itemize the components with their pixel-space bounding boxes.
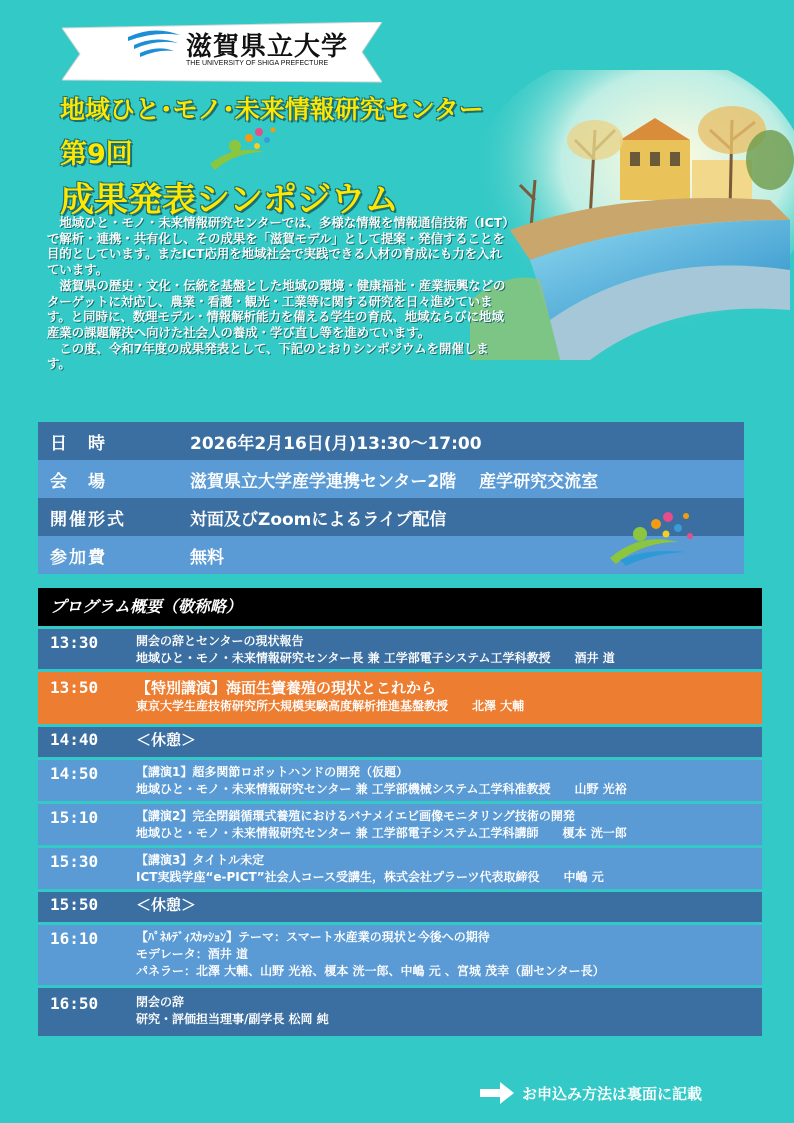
program-time: 13:30 bbox=[50, 633, 99, 652]
footer-text: お申込み方法は裏面に記載 bbox=[522, 1084, 703, 1103]
info-value: 対面及びZoomによるライブ配信 bbox=[190, 509, 447, 530]
program-speaker: 地域ひと・モノ・未来情報研究センター 兼 工学部機械システム工学科准教授 山野 光裕 bbox=[136, 782, 627, 796]
program-body bbox=[136, 994, 762, 1036]
info-label: 開催形式 bbox=[50, 509, 126, 530]
program-row-break bbox=[38, 889, 762, 922]
center-mascot-icon bbox=[205, 124, 285, 174]
program-body bbox=[136, 633, 762, 669]
program-speaker: 地域ひと・モノ・未来情報研究センター長 兼 工学部電子システム工学科教授 酒井 道 bbox=[136, 651, 615, 665]
program-time: 15:10 bbox=[50, 808, 99, 827]
arrow-right-icon bbox=[480, 1082, 514, 1104]
info-value: 2026年2月16日(月)13:30～17:00 bbox=[190, 433, 482, 454]
university-name: 滋賀県立大学 bbox=[186, 32, 349, 62]
program-time: 14:40 bbox=[50, 730, 99, 749]
program-time: 13:50 bbox=[50, 678, 99, 697]
program-moderator: モデレータ：酒井 道 bbox=[136, 947, 248, 961]
program-body bbox=[136, 808, 762, 845]
program-title: 【講演1】超多関節ロボットハンドの開発（仮題） bbox=[136, 765, 409, 779]
program-title: 閉会の辞 bbox=[136, 995, 185, 1009]
program-time: 16:50 bbox=[50, 994, 99, 1013]
info-row-date bbox=[38, 422, 744, 460]
info-value: 滋賀県立大学産学連携センター2階 産学研究交流室 bbox=[190, 471, 599, 492]
program-body bbox=[136, 852, 762, 889]
info-label: 日 時 bbox=[50, 433, 107, 454]
info-row-venue bbox=[38, 460, 744, 498]
program-body bbox=[136, 929, 762, 985]
program-title: ＜休憩＞ bbox=[136, 896, 197, 914]
program-time: 14:50 bbox=[50, 764, 99, 783]
program-title: 【講演3】タイトル未定 bbox=[136, 853, 265, 867]
program-panelists: パネラー：北澤 大輔、山野 光裕、榎本 洸一郎、中嶋 元 、宮城 茂幸（副センター長） bbox=[136, 964, 605, 978]
program-table bbox=[38, 588, 762, 1036]
program-speaker: 地域ひと・モノ・未来情報研究センター 兼 工学部電子システム工学科講師 榎本 洸一郎 bbox=[136, 826, 627, 840]
program-title: 【ﾊﾟﾈﾙﾃﾞｨｽｶｯｼｮﾝ】テーマ：スマート水産業の現状と今後への期待 bbox=[136, 930, 490, 944]
intro-paragraph-1: 地域ひと・モノ・未来情報研究センターでは、多様な情報を情報通信技術（ICT）で解析・連携・共有化し、その成果を「滋賀モデル」として提案・発信することを目的としています。またICT応用を地域社会で実践できる人材の育成にも力を入れています。 bbox=[47, 215, 509, 278]
program-title: 開会の辞とセンターの現状報告 bbox=[136, 634, 304, 648]
info-value: 無料 bbox=[190, 547, 224, 568]
university-logo-icon bbox=[124, 27, 184, 57]
program-title: ＜休憩＞ bbox=[136, 731, 197, 749]
program-row bbox=[38, 985, 762, 1036]
canal-illustration bbox=[470, 70, 794, 360]
symposium-title: 成果発表シンポジウム bbox=[60, 180, 399, 220]
program-row bbox=[38, 626, 762, 669]
program-speaker: ICT実践学座“e-PICT”社会人コース受講生，株式会社プラーツ代表取締役 中嶋 元 bbox=[136, 870, 604, 884]
intro-paragraph-2: 滋賀県の歴史・文化・伝統を基盤とした地域の環境・健康福祉・産業振興などのターゲットに対応し、農業・看護・観光・工業等に関する研究を日々進めています。と同時に、数理モデル・情報解析能力を備える学生の育成、地域ならびに地域産業の課題解決へ向けた社会人の養成・学び直し等を進めています。 bbox=[47, 277, 506, 340]
program-time: 16:10 bbox=[50, 929, 99, 948]
intro-text bbox=[47, 215, 509, 372]
edition-title: 第9回 bbox=[60, 139, 133, 170]
program-time: 15:50 bbox=[50, 895, 99, 914]
program-row-special bbox=[38, 669, 762, 724]
footer-note bbox=[480, 1082, 702, 1104]
info-label: 参加費 bbox=[50, 547, 107, 568]
program-body bbox=[136, 678, 762, 724]
info-label: 会 場 bbox=[50, 471, 107, 492]
center-name-title: 地域ひと･モノ･未来情報研究センター bbox=[60, 95, 484, 124]
program-heading: プログラム概要（敬称略） bbox=[38, 588, 762, 626]
program-title: 【講演2】完全閉鎖循環式養殖におけるバナメイエビ画像モニタリング技術の開発 bbox=[136, 809, 575, 823]
program-body bbox=[136, 764, 762, 801]
intro-paragraph-3: この度、令和7年度の成果発表として、下記のとおりシンポジウムを開催します。 bbox=[47, 340, 489, 372]
program-row-panel bbox=[38, 922, 762, 985]
center-mascot-icon bbox=[606, 508, 698, 566]
program-row-break bbox=[38, 724, 762, 757]
program-time: 15:30 bbox=[50, 852, 99, 871]
program-row bbox=[38, 845, 762, 889]
program-speaker: 研究・評価担当理事/副学長 松岡 純 bbox=[136, 1012, 329, 1026]
program-title: 【特別講演】海面生簀養殖の現状とこれから bbox=[136, 679, 437, 697]
university-name-en: THE UNIVERSITY OF SHIGA PREFECTURE bbox=[186, 60, 329, 67]
program-row bbox=[38, 801, 762, 845]
program-row bbox=[38, 757, 762, 801]
program-speaker: 東京大学生産技術研究所大規模実験高度解析推進基盤教授 北澤 大輔 bbox=[136, 699, 525, 713]
